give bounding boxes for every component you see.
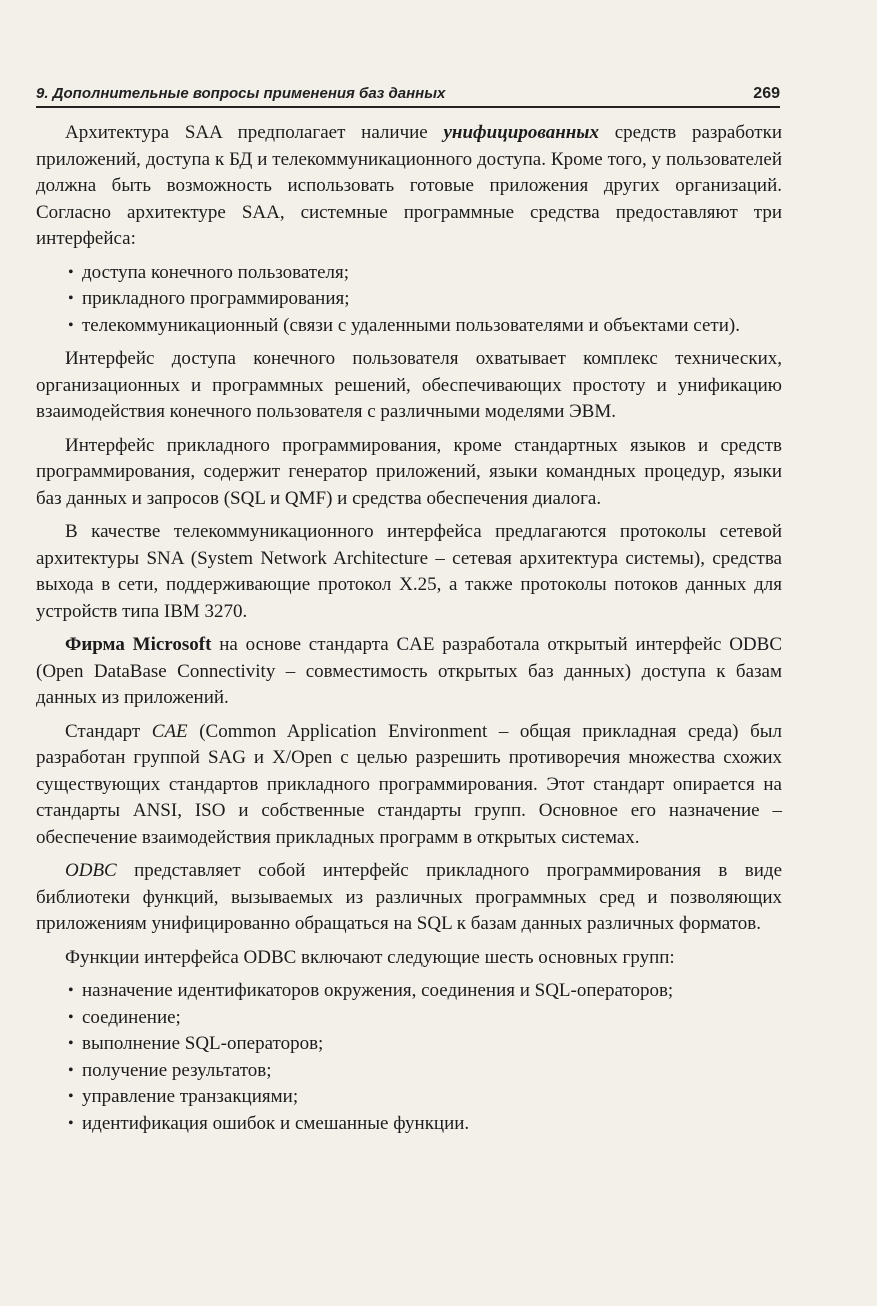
list-item (36, 260, 782, 287)
running-header (36, 84, 780, 108)
body-text (36, 120, 782, 1144)
list-item-text: соединение; (82, 1006, 181, 1028)
list-item (36, 286, 782, 313)
odbc-functions-list (36, 978, 782, 1137)
list-item (36, 1111, 782, 1138)
list-item-text: доступа конечного пользователя; (82, 261, 350, 283)
list-item (36, 1084, 782, 1111)
italic-term: ODBC (65, 860, 117, 881)
paragraph-cae (36, 719, 782, 852)
text-run: на основе стандарта CAE разработала открытый интерфейс ODBC (Open DataBase Connectivity – совместимость открытых баз данных) доступа к базам данных из приложений. (36, 634, 782, 708)
text-run: Архитектура SAA предполагает наличие (65, 122, 444, 143)
chapter-title: 9. Дополнительные вопросы применения баз данных (36, 85, 446, 102)
text-run: (Common Application Environment – общая прикладная среда) был разработан группой SAG и X/Open с целью разрешить противоречия множества схожих существующих стандартов прикладного программирования. Этот стандарт опирается на стандарты ANSI, ISO и собственные стандарты групп. Основное его назначение – обеспечение взаимодействия прикладных программ в открытых системах. (36, 720, 782, 848)
list-item-text: идентификация ошибок и смешанные функции. (82, 1112, 470, 1134)
list-item (36, 1005, 782, 1032)
paragraph-end-user: Интерфейс доступа конечного пользователя охватывает комплекс технических, организационных и программных решений, обеспечивающих простоту и унификацию взаимодействия конечного пользователя с различными моделями ЭВМ. (36, 348, 782, 422)
text-run: представляет собой интерфейс прикладного программирования в виде библиотеки функций, вызываемых из различных программных сред и позволяющих приложениям унифицированно обращаться на SQL к базам данных различных форматов. (36, 860, 782, 934)
paragraph-odbc (36, 858, 782, 938)
list-item (36, 978, 782, 1005)
list-item-text: прикладного программирования; (82, 288, 350, 309)
paragraph-api: Интерфейс прикладного программирования, кроме стандартных языков и средств программирования, содержит генератор приложений, языки командных процедур, языки баз данных и запросов (SQL и QMF) и средства обеспечения диалога. (36, 434, 782, 509)
paragraph-microsoft (36, 632, 782, 712)
text-run: Стандарт (65, 720, 152, 742)
bold-term: Фирма Microsoft (65, 634, 212, 655)
bullet-icon: • (68, 982, 74, 999)
bullet-icon: • (68, 1035, 74, 1052)
list-item-text: выполнение SQL-операторов; (82, 1033, 324, 1054)
page-number: 269 (753, 85, 780, 102)
list-item-text: назначение идентификаторов окружения, соединения и SQL-операторов; (82, 980, 674, 1001)
bullet-icon: • (68, 1061, 74, 1079)
bullet-icon: • (68, 1114, 74, 1132)
paragraph-telecom: В качестве телекоммуникационного интерфейса предлагаются протоколы сетевой архитектуры SNA (System Network Architecture – сетевая архитектура системы), средства выхода в сети, поддерживающие протокол X.25, а также протоколы потоков данных для устройств типа IBM 3270. (36, 521, 782, 622)
italic-term: CAE (151, 720, 188, 742)
list-item (36, 1058, 782, 1085)
list-item (36, 1031, 782, 1058)
paragraph-saa (36, 120, 782, 253)
interfaces-list (36, 260, 782, 340)
paragraph-functions: Функции интерфейса ODBC включают следующие шесть основных групп: (65, 946, 675, 968)
list-item (36, 313, 782, 340)
list-item-text: телекоммуникационный (связи с удаленными пользователями и объектами сети). (82, 314, 740, 336)
list-item-text: управление транзакциями; (82, 1086, 299, 1107)
list-item-text: получение результатов; (82, 1059, 272, 1081)
bullet-icon: • (68, 290, 74, 307)
bullet-icon: • (68, 263, 74, 281)
bullet-icon: • (68, 316, 74, 334)
bullet-icon: • (68, 1008, 74, 1026)
emphasis-term: унифицированных (443, 122, 599, 143)
text-run: средств разработки приложений, доступа к БД и телекоммуникационного доступа. Кроме того, у пользователей должна быть возможность использовать готовые приложения других организаций. Согласно архитектуре SAA, системные программные средства предоставляют три интерфейса: (36, 122, 782, 249)
bullet-icon: • (68, 1088, 74, 1105)
